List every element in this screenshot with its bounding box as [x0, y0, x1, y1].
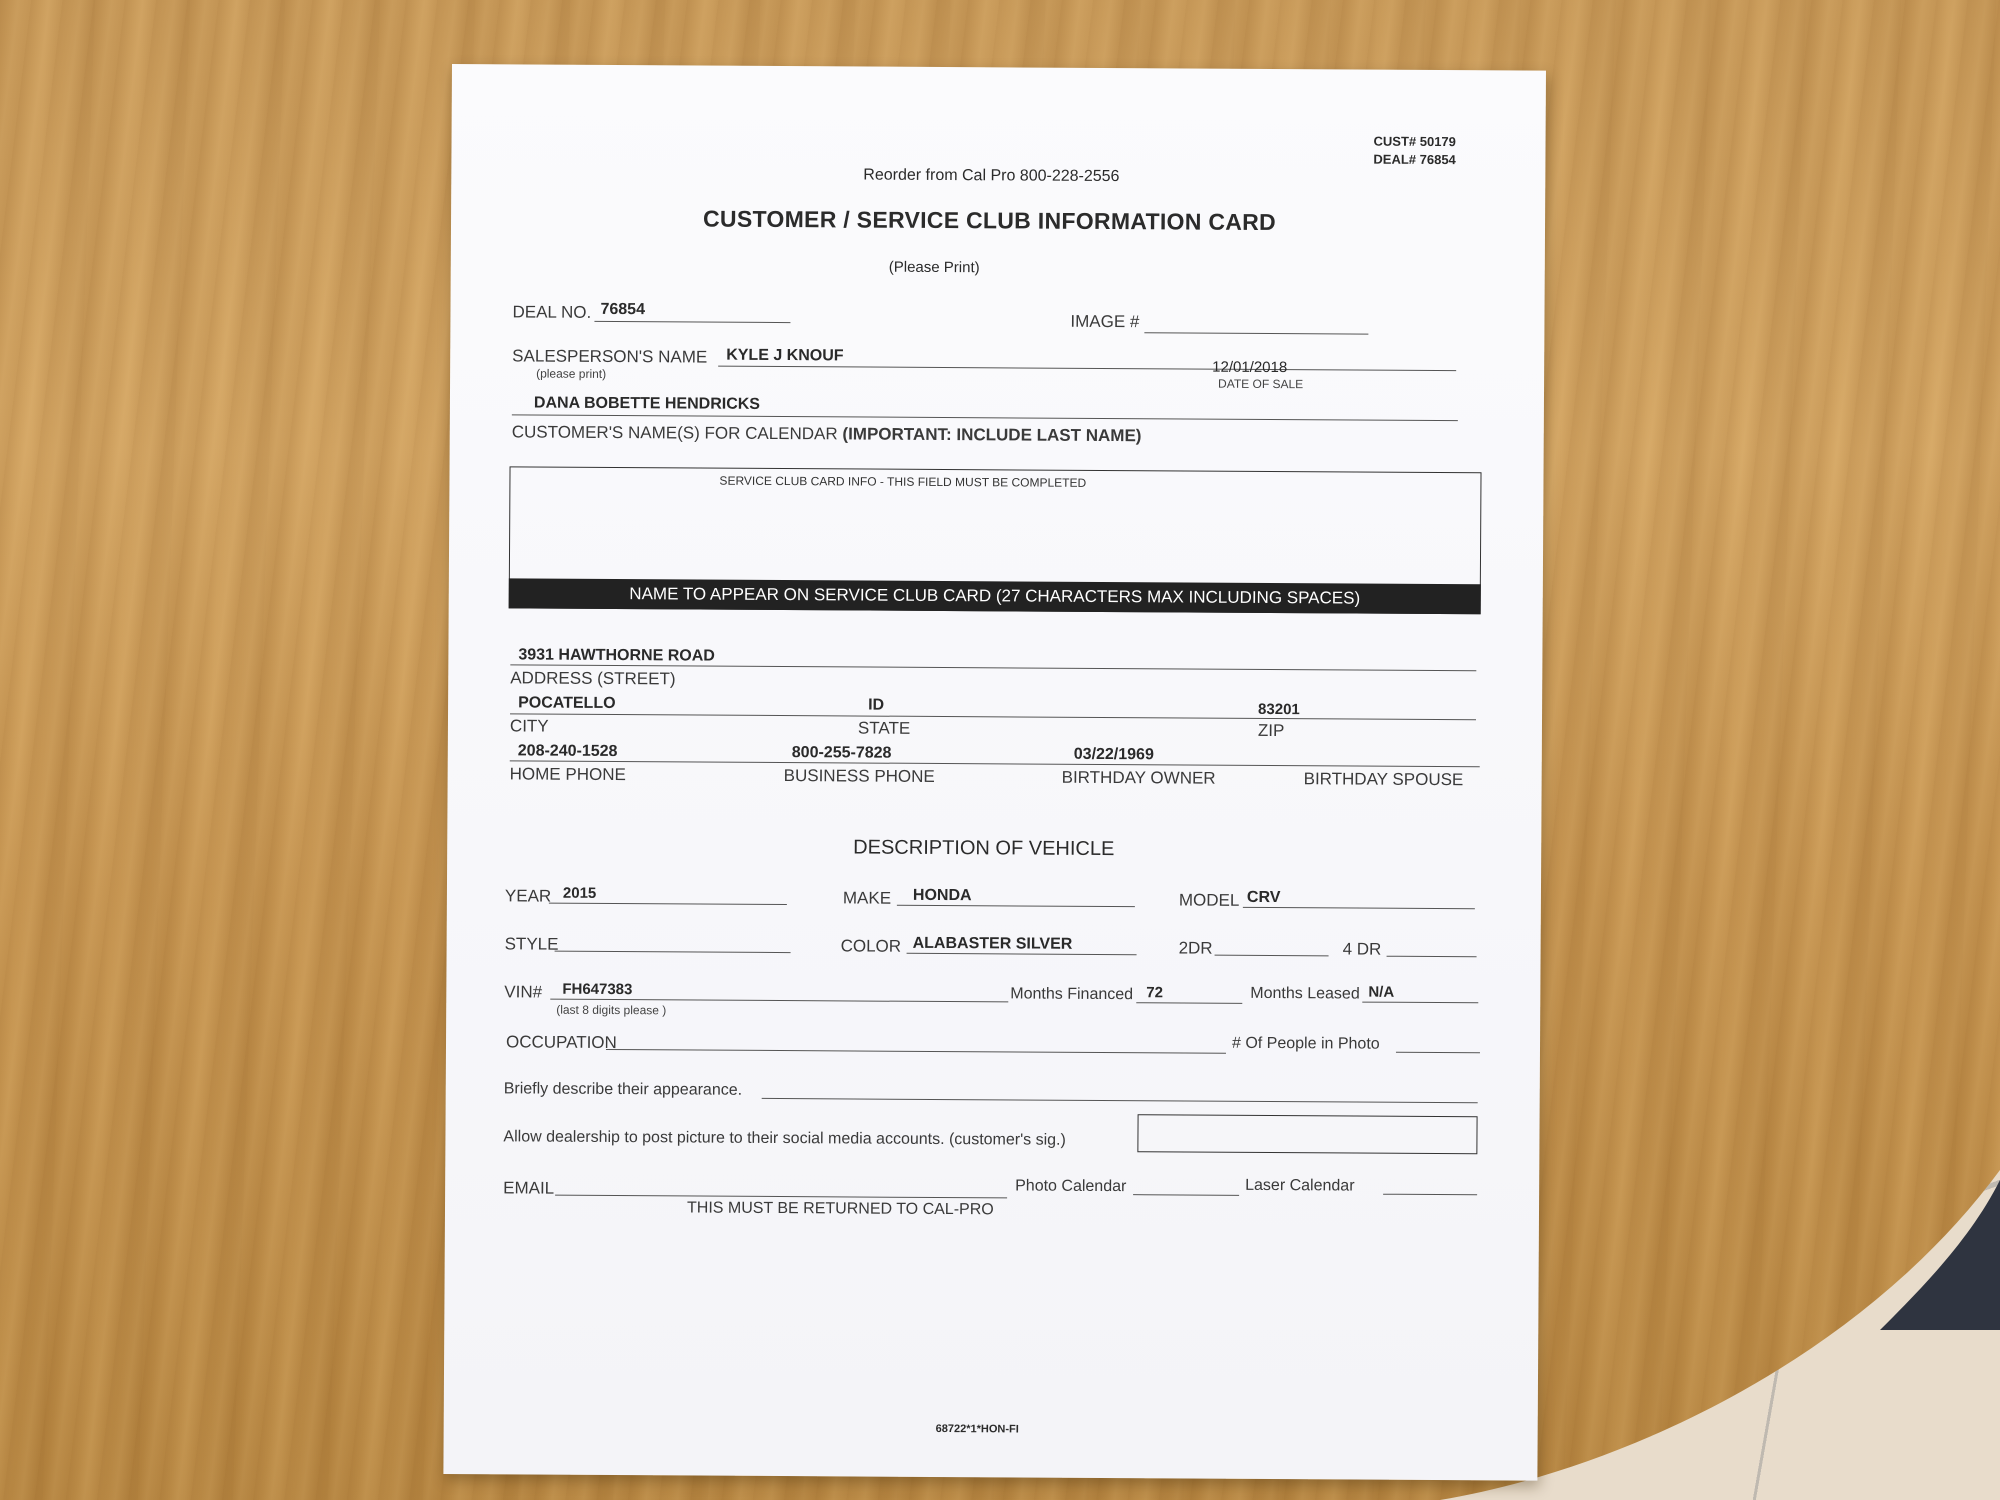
model-value: CRV [1246, 888, 1281, 907]
deal-no-field[interactable] [594, 321, 790, 323]
city-state-zip-field[interactable] [510, 713, 1476, 720]
date-of-sale-label: DATE OF SALE [1218, 376, 1304, 392]
make-value: HONDA [912, 886, 972, 905]
city-label: CITY [509, 716, 549, 736]
form-code: 68722*1*HON-FI [935, 1422, 1019, 1436]
salesperson-sub: (please print) [536, 366, 607, 381]
months-financed-field[interactable] [1136, 1002, 1242, 1004]
address-value: 3931 HAWTHORNE ROAD [518, 646, 715, 665]
customer-names-label: CUSTOMER'S NAME(S) FOR CALENDAR (IMPORTANT: INCLUDE LAST NAME) [511, 422, 1142, 446]
laser-calendar-label: Laser Calendar [1245, 1176, 1355, 1195]
return-note: THIS MUST BE RETURNED TO CAL-PRO [686, 1199, 994, 1219]
email-label: EMAIL [503, 1178, 555, 1198]
deal-no-label: DEAL NO. [512, 302, 592, 322]
please-print-note: (Please Print) [888, 258, 980, 277]
business-phone-label: BUSINESS PHONE [783, 766, 935, 786]
style-label: STYLE [504, 934, 559, 954]
email-field[interactable] [555, 1195, 1007, 1199]
two-door-label: 2DR [1178, 938, 1213, 958]
year-label: YEAR [504, 886, 552, 906]
vin-field[interactable] [550, 999, 1008, 1003]
birthday-spouse-label: BIRTHDAY SPOUSE [1303, 769, 1464, 790]
photo-calendar-label: Photo Calendar [1015, 1177, 1127, 1196]
birthday-owner-value: 03/22/1969 [1073, 745, 1154, 764]
reorder-note: Reorder from Cal Pro 800-228-2556 [863, 166, 1120, 186]
home-phone-label: HOME PHONE [509, 764, 626, 785]
home-phone-value: 208-240-1528 [517, 742, 618, 761]
zip-label: ZIP [1257, 720, 1285, 741]
image-no-field[interactable] [1144, 332, 1368, 334]
make-field[interactable] [897, 905, 1135, 907]
year-field[interactable] [549, 903, 787, 905]
model-field[interactable] [1243, 907, 1475, 909]
state-label: STATE [857, 718, 911, 738]
model-label: MODEL [1178, 890, 1240, 910]
form-title: CUSTOMER / SERVICE CLUB INFORMATION CARD [702, 205, 1277, 236]
information-card-form [443, 64, 1546, 1481]
customer-names-value: DANA BOBETTE HENDRICKS [533, 394, 761, 413]
customer-names-field[interactable] [512, 414, 1458, 421]
image-no-label: IMAGE # [1070, 311, 1140, 332]
style-field[interactable] [555, 951, 791, 953]
vin-label: VIN# [504, 982, 543, 1002]
salesperson-field[interactable] [718, 366, 1456, 372]
business-phone-value: 800-255-7828 [791, 744, 892, 762]
months-leased-field[interactable] [1362, 1002, 1478, 1004]
two-door-field[interactable] [1215, 955, 1329, 957]
photo-calendar-field[interactable] [1133, 1194, 1239, 1196]
vin-sub: (last 8 digits please ) [556, 1002, 667, 1018]
birthday-owner-label: BIRTHDAY OWNER [1061, 767, 1216, 788]
laser-calendar-field[interactable] [1383, 1194, 1477, 1196]
color-value: ALABASTER SILVER [912, 934, 1073, 953]
color-label: COLOR [840, 936, 902, 956]
service-club-name-bar: NAME TO APPEAR ON SERVICE CLUB CARD (27 CHARACTERS MAX INCLUDING SPACES) [509, 578, 1481, 614]
months-leased-value: N/A [1368, 983, 1395, 1001]
social-media-label: Allow dealership to post picture to their social media accounts. (customer's sig.) [503, 1128, 1066, 1149]
year-value: 2015 [562, 884, 597, 902]
city-value: POCATELLO [518, 694, 616, 713]
make-label: MAKE [842, 888, 892, 908]
four-door-label: 4 DR [1342, 939, 1382, 959]
occupation-label: OCCUPATION [505, 1032, 617, 1053]
state-value: ID [868, 696, 885, 714]
salesperson-value: KYLE J KNOUF [726, 346, 844, 365]
deal-number-top: DEAL# 76854 [1373, 151, 1456, 168]
cust-number: CUST# 50179 [1373, 133, 1456, 150]
vin-value: FH647383 [562, 980, 633, 999]
months-financed-label: Months Financed [1010, 985, 1134, 1004]
phone-birthday-field[interactable] [510, 760, 1480, 767]
customer-names-note: (IMPORTANT: INCLUDE LAST NAME) [842, 424, 1142, 446]
four-door-field[interactable] [1387, 956, 1477, 958]
people-in-photo-label: # Of People in Photo [1231, 1034, 1380, 1053]
months-leased-label: Months Leased [1250, 984, 1360, 1003]
color-field[interactable] [907, 953, 1137, 955]
appearance-field[interactable] [762, 1098, 1478, 1103]
vehicle-heading: DESCRIPTION OF VEHICLE [853, 836, 1115, 861]
zip-value: 83201 [1258, 700, 1300, 719]
people-in-photo-field[interactable] [1396, 1052, 1480, 1054]
address-label: ADDRESS (STREET) [510, 668, 676, 689]
appearance-label: Briefly describe their appearance. [503, 1080, 743, 1099]
salesperson-label: SALESPERSON'S NAME [512, 346, 708, 367]
months-financed-value: 72 [1146, 984, 1164, 1002]
date-of-sale-value: 12/01/2018 [1212, 358, 1288, 377]
deal-no-value: 76854 [600, 300, 646, 319]
occupation-field[interactable] [606, 1049, 1226, 1054]
service-club-heading: SERVICE CLUB CARD INFO - THIS FIELD MUST BE COMPLETED [719, 473, 1087, 490]
customer-signature-box[interactable] [1137, 1114, 1477, 1154]
